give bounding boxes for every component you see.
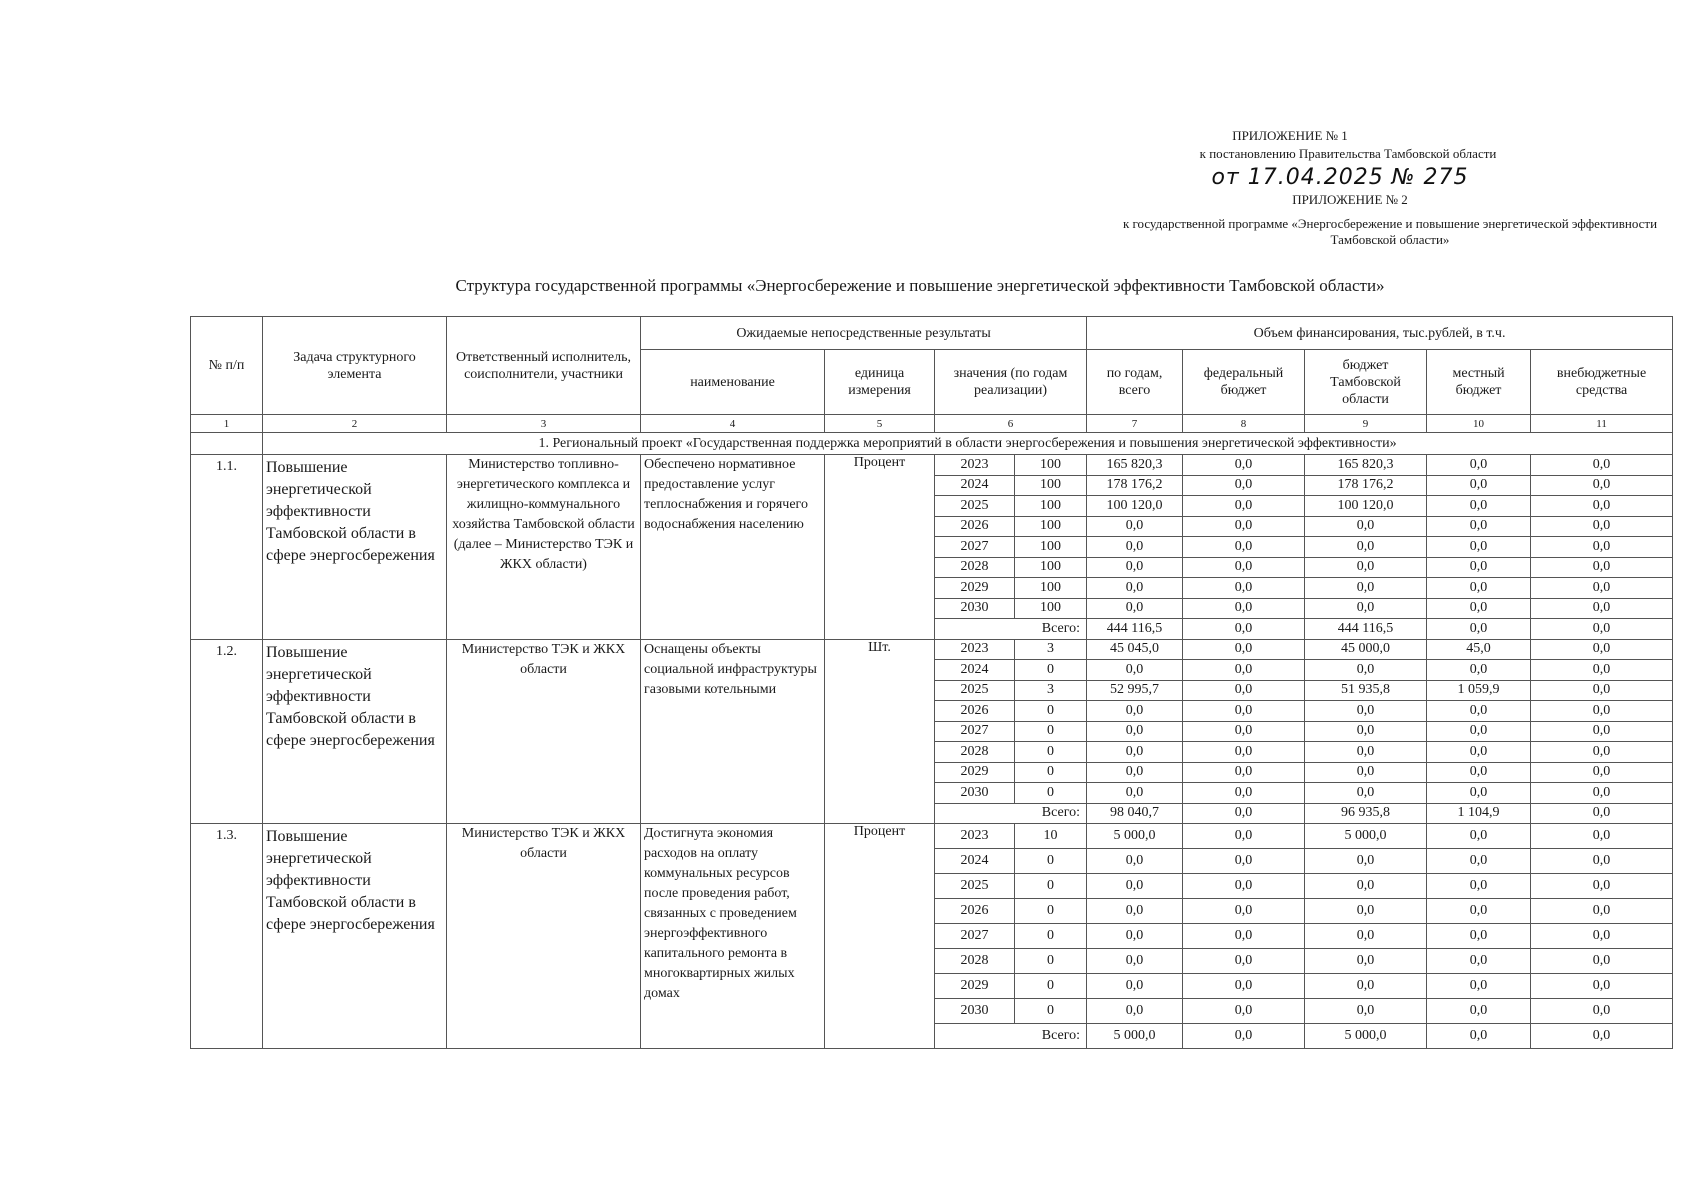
local-cell: 0,0 — [1427, 783, 1531, 804]
federal-cell: 0,0 — [1183, 660, 1305, 681]
year-cell: 2027 — [935, 537, 1015, 558]
regional-cell: 0,0 — [1305, 516, 1427, 537]
executor-cell: Министерство топливно-энергетического комплекса и жилищно-коммунального хозяйства Тамбовской области (далее – Министерство ТЭК и ЖКХ области) — [447, 455, 641, 640]
federal-cell: 0,0 — [1183, 701, 1305, 722]
col-number: 4 — [641, 415, 825, 433]
section-num-cell — [191, 433, 263, 455]
offbudget-cell: 0,0 — [1531, 999, 1673, 1024]
local-cell: 0,0 — [1427, 742, 1531, 763]
value-cell: 0 — [1015, 742, 1087, 763]
by-years-cell: 52 995,7 — [1087, 680, 1183, 701]
federal-cell: 0,0 — [1183, 762, 1305, 783]
row-number: 1.1. — [191, 455, 263, 640]
decree-reference: к постановлению Правительства Тамбовской области — [1199, 146, 1497, 161]
local-cell: 0,0 — [1427, 721, 1531, 742]
executor-cell: Министерство ТЭК и ЖКХ области — [447, 639, 641, 824]
document-title: Структура государственной программы «Энергосбережение и повышение энергетической эффективности Тамбовской области» — [455, 276, 1385, 295]
offbudget-cell: 0,0 — [1531, 496, 1673, 517]
regional-cell: 0,0 — [1305, 949, 1427, 974]
col-offbudget-header: внебюджетные средства — [1531, 350, 1673, 415]
regional-cell: 0,0 — [1305, 849, 1427, 874]
regional-cell: 0,0 — [1305, 660, 1427, 681]
year-cell: 2024 — [935, 660, 1015, 681]
col-executor-header: Ответственный исполнитель, соисполнители, участники — [447, 317, 641, 415]
col-number: 9 — [1305, 415, 1427, 433]
offbudget-cell: 0,0 — [1531, 824, 1673, 849]
local-cell: 0,0 — [1427, 762, 1531, 783]
by-years-cell: 0,0 — [1087, 578, 1183, 599]
year-cell: 2025 — [935, 874, 1015, 899]
col-values-header: значения (по годам реализации) — [935, 350, 1087, 415]
table-row — [191, 639, 1673, 660]
regional-cell: 0,0 — [1305, 999, 1427, 1024]
by-years-cell: 0,0 — [1087, 742, 1183, 763]
total-regional-cell: 96 935,8 — [1305, 803, 1427, 824]
total-regional-cell: 444 116,5 — [1305, 619, 1427, 640]
year-cell: 2023 — [935, 639, 1015, 660]
year-cell: 2025 — [935, 680, 1015, 701]
federal-cell: 0,0 — [1183, 598, 1305, 619]
year-cell: 2023 — [935, 455, 1015, 476]
regional-cell: 0,0 — [1305, 578, 1427, 599]
col-result-name-header: наименование — [641, 350, 825, 415]
regional-cell: 100 120,0 — [1305, 496, 1427, 517]
regional-cell: 0,0 — [1305, 924, 1427, 949]
year-cell: 2024 — [935, 849, 1015, 874]
federal-cell: 0,0 — [1183, 974, 1305, 999]
offbudget-cell: 0,0 — [1531, 783, 1673, 804]
total-federal-cell: 0,0 — [1183, 619, 1305, 640]
offbudget-cell: 0,0 — [1531, 721, 1673, 742]
federal-cell: 0,0 — [1183, 475, 1305, 496]
value-cell: 3 — [1015, 639, 1087, 660]
value-cell: 3 — [1015, 680, 1087, 701]
federal-cell: 0,0 — [1183, 849, 1305, 874]
total-offbudget-cell: 0,0 — [1531, 1024, 1673, 1049]
local-cell: 0,0 — [1427, 849, 1531, 874]
table-row — [191, 824, 1673, 849]
value-cell: 100 — [1015, 496, 1087, 517]
year-cell: 2029 — [935, 974, 1015, 999]
col-results-group-header: Ожидаемые непосредственные результаты — [641, 317, 1087, 350]
year-cell: 2029 — [935, 762, 1015, 783]
offbudget-cell: 0,0 — [1531, 874, 1673, 899]
total-offbudget-cell: 0,0 — [1531, 619, 1673, 640]
federal-cell: 0,0 — [1183, 783, 1305, 804]
value-cell: 0 — [1015, 660, 1087, 681]
by-years-cell: 0,0 — [1087, 874, 1183, 899]
offbudget-cell: 0,0 — [1531, 660, 1673, 681]
year-cell: 2029 — [935, 578, 1015, 599]
local-cell: 0,0 — [1427, 924, 1531, 949]
year-cell: 2026 — [935, 899, 1015, 924]
federal-cell: 0,0 — [1183, 639, 1305, 660]
local-cell: 0,0 — [1427, 557, 1531, 578]
row-number: 1.3. — [191, 824, 263, 1049]
executor-cell: Министерство ТЭК и ЖКХ области — [447, 824, 641, 1049]
offbudget-cell: 0,0 — [1531, 537, 1673, 558]
by-years-cell: 0,0 — [1087, 660, 1183, 681]
value-cell: 0 — [1015, 924, 1087, 949]
value-cell: 100 — [1015, 598, 1087, 619]
total-local-cell: 0,0 — [1427, 619, 1531, 640]
regional-cell: 51 935,8 — [1305, 680, 1427, 701]
local-cell: 0,0 — [1427, 455, 1531, 476]
total-federal-cell: 0,0 — [1183, 803, 1305, 824]
value-cell: 0 — [1015, 999, 1087, 1024]
by-years-cell: 0,0 — [1087, 721, 1183, 742]
offbudget-cell: 0,0 — [1531, 949, 1673, 974]
by-years-cell: 0,0 — [1087, 516, 1183, 537]
local-cell: 0,0 — [1427, 496, 1531, 517]
value-cell: 100 — [1015, 516, 1087, 537]
offbudget-cell: 0,0 — [1531, 598, 1673, 619]
year-cell: 2024 — [935, 475, 1015, 496]
program-structure-table — [190, 316, 1673, 1049]
year-cell: 2030 — [935, 598, 1015, 619]
local-cell: 0,0 — [1427, 701, 1531, 722]
appendix-1-label: ПРИЛОЖЕНИЕ № 1 — [1232, 128, 1348, 143]
total-by-years-cell: 5 000,0 — [1087, 1024, 1183, 1049]
by-years-cell: 0,0 — [1087, 974, 1183, 999]
federal-cell: 0,0 — [1183, 824, 1305, 849]
value-cell: 100 — [1015, 475, 1087, 496]
federal-cell: 0,0 — [1183, 899, 1305, 924]
unit-cell: Шт. — [825, 639, 935, 824]
unit-cell: Процент — [825, 455, 935, 640]
federal-cell: 0,0 — [1183, 578, 1305, 599]
value-cell: 0 — [1015, 974, 1087, 999]
federal-cell: 0,0 — [1183, 874, 1305, 899]
offbudget-cell: 0,0 — [1531, 899, 1673, 924]
total-by-years-cell: 98 040,7 — [1087, 803, 1183, 824]
federal-cell: 0,0 — [1183, 680, 1305, 701]
by-years-cell: 0,0 — [1087, 899, 1183, 924]
year-cell: 2028 — [935, 557, 1015, 578]
local-cell: 0,0 — [1427, 999, 1531, 1024]
regional-cell: 0,0 — [1305, 742, 1427, 763]
year-cell: 2026 — [935, 701, 1015, 722]
column-numbers-row — [191, 415, 1673, 433]
regional-cell: 0,0 — [1305, 598, 1427, 619]
by-years-cell: 178 176,2 — [1087, 475, 1183, 496]
result-cell: Достигнута экономия расходов на оплату коммунальных ресурсов после проведения работ, связанных с проведением энергоэффективного капитального ремонта в многоквартирных жилых домах — [641, 824, 825, 1049]
offbudget-cell: 0,0 — [1531, 742, 1673, 763]
regional-cell: 0,0 — [1305, 783, 1427, 804]
federal-cell: 0,0 — [1183, 557, 1305, 578]
unit-cell: Процент — [825, 824, 935, 1049]
offbudget-cell: 0,0 — [1531, 516, 1673, 537]
regional-cell: 0,0 — [1305, 874, 1427, 899]
federal-cell: 0,0 — [1183, 455, 1305, 476]
by-years-cell: 0,0 — [1087, 999, 1183, 1024]
col-local-header: местный бюджет — [1427, 350, 1531, 415]
by-years-cell: 45 045,0 — [1087, 639, 1183, 660]
col-number: 2 — [263, 415, 447, 433]
value-cell: 0 — [1015, 874, 1087, 899]
regional-cell: 178 176,2 — [1305, 475, 1427, 496]
col-by-years-header: по годам, всего — [1087, 350, 1183, 415]
value-cell: 0 — [1015, 949, 1087, 974]
by-years-cell: 5 000,0 — [1087, 824, 1183, 849]
col-number: 11 — [1531, 415, 1673, 433]
by-years-cell: 0,0 — [1087, 924, 1183, 949]
col-number: 10 — [1427, 415, 1531, 433]
section-row — [191, 433, 1673, 455]
offbudget-cell: 0,0 — [1531, 455, 1673, 476]
task-cell: Повышение энергетической эффективности Тамбовской области в сфере энергосбережения — [263, 639, 447, 824]
by-years-cell: 165 820,3 — [1087, 455, 1183, 476]
col-federal-header: федеральный бюджет — [1183, 350, 1305, 415]
regional-cell: 0,0 — [1305, 557, 1427, 578]
total-label: Всего: — [935, 1024, 1087, 1049]
value-cell: 100 — [1015, 578, 1087, 599]
year-cell: 2028 — [935, 742, 1015, 763]
regional-cell: 0,0 — [1305, 974, 1427, 999]
federal-cell: 0,0 — [1183, 999, 1305, 1024]
local-cell: 0,0 — [1427, 874, 1531, 899]
offbudget-cell: 0,0 — [1531, 762, 1673, 783]
year-cell: 2028 — [935, 949, 1015, 974]
federal-cell: 0,0 — [1183, 516, 1305, 537]
by-years-cell: 0,0 — [1087, 849, 1183, 874]
result-cell: Оснащены объекты социальной инфраструктуры газовыми котельными — [641, 639, 825, 824]
value-cell: 0 — [1015, 721, 1087, 742]
regional-cell: 5 000,0 — [1305, 824, 1427, 849]
local-cell: 0,0 — [1427, 974, 1531, 999]
col-unit-header: единица измерения — [825, 350, 935, 415]
table-row — [191, 455, 1673, 476]
local-cell: 0,0 — [1427, 578, 1531, 599]
offbudget-cell: 0,0 — [1531, 639, 1673, 660]
by-years-cell: 0,0 — [1087, 557, 1183, 578]
local-cell: 0,0 — [1427, 598, 1531, 619]
col-funding-group-header: Объем финансирования, тыс.рублей, в т.ч. — [1087, 317, 1673, 350]
col-num-header: № п/п — [191, 317, 263, 415]
by-years-cell: 0,0 — [1087, 949, 1183, 974]
col-number: 3 — [447, 415, 641, 433]
value-cell: 100 — [1015, 537, 1087, 558]
local-cell: 0,0 — [1427, 899, 1531, 924]
regional-cell: 0,0 — [1305, 721, 1427, 742]
federal-cell: 0,0 — [1183, 949, 1305, 974]
offbudget-cell: 0,0 — [1531, 557, 1673, 578]
col-regional-header: бюджет Тамбовской области — [1305, 350, 1427, 415]
offbudget-cell: 0,0 — [1531, 475, 1673, 496]
offbudget-cell: 0,0 — [1531, 849, 1673, 874]
value-cell: 0 — [1015, 762, 1087, 783]
value-cell: 0 — [1015, 899, 1087, 924]
by-years-cell: 0,0 — [1087, 701, 1183, 722]
federal-cell: 0,0 — [1183, 496, 1305, 517]
value-cell: 0 — [1015, 849, 1087, 874]
year-cell: 2027 — [935, 721, 1015, 742]
regional-cell: 45 000,0 — [1305, 639, 1427, 660]
local-cell: 0,0 — [1427, 537, 1531, 558]
col-number: 1 — [191, 415, 263, 433]
year-cell: 2026 — [935, 516, 1015, 537]
local-cell: 0,0 — [1427, 824, 1531, 849]
total-local-cell: 0,0 — [1427, 1024, 1531, 1049]
value-cell: 0 — [1015, 701, 1087, 722]
local-cell: 0,0 — [1427, 949, 1531, 974]
local-cell: 0,0 — [1427, 660, 1531, 681]
total-label: Всего: — [935, 619, 1087, 640]
program-reference: к государственной программе «Энергосбережение и повышение энергетической эффективности Тамбовской области» — [1122, 216, 1658, 247]
total-regional-cell: 5 000,0 — [1305, 1024, 1427, 1049]
col-number: 6 — [935, 415, 1087, 433]
regional-cell: 0,0 — [1305, 701, 1427, 722]
by-years-cell: 0,0 — [1087, 598, 1183, 619]
col-number: 8 — [1183, 415, 1305, 433]
total-by-years-cell: 444 116,5 — [1087, 619, 1183, 640]
offbudget-cell: 0,0 — [1531, 701, 1673, 722]
total-offbudget-cell: 0,0 — [1531, 803, 1673, 824]
col-number: 7 — [1087, 415, 1183, 433]
local-cell: 45,0 — [1427, 639, 1531, 660]
handwritten-date-number: от 17.04.2025 № 275 — [1211, 165, 1469, 190]
total-federal-cell: 0,0 — [1183, 1024, 1305, 1049]
col-task-header: Задача структурного элемента — [263, 317, 447, 415]
by-years-cell: 0,0 — [1087, 537, 1183, 558]
year-cell: 2027 — [935, 924, 1015, 949]
value-cell: 0 — [1015, 783, 1087, 804]
offbudget-cell: 0,0 — [1531, 974, 1673, 999]
regional-cell: 0,0 — [1305, 762, 1427, 783]
year-cell: 2030 — [935, 999, 1015, 1024]
task-cell: Повышение энергетической эффективности Тамбовской области в сфере энергосбережения — [263, 824, 447, 1049]
by-years-cell: 0,0 — [1087, 762, 1183, 783]
year-cell: 2030 — [935, 783, 1015, 804]
total-label: Всего: — [935, 803, 1087, 824]
regional-cell: 0,0 — [1305, 899, 1427, 924]
row-number: 1.2. — [191, 639, 263, 824]
offbudget-cell: 0,0 — [1531, 578, 1673, 599]
col-number: 5 — [825, 415, 935, 433]
offbudget-cell: 0,0 — [1531, 924, 1673, 949]
regional-cell: 0,0 — [1305, 537, 1427, 558]
year-cell: 2023 — [935, 824, 1015, 849]
federal-cell: 0,0 — [1183, 721, 1305, 742]
local-cell: 1 059,9 — [1427, 680, 1531, 701]
appendix-2-label: ПРИЛОЖЕНИЕ № 2 — [1292, 192, 1408, 207]
value-cell: 100 — [1015, 557, 1087, 578]
value-cell: 10 — [1015, 824, 1087, 849]
by-years-cell: 100 120,0 — [1087, 496, 1183, 517]
total-local-cell: 1 104,9 — [1427, 803, 1531, 824]
local-cell: 0,0 — [1427, 475, 1531, 496]
section-title: 1. Региональный проект «Государственная поддержка мероприятий в области энергосбережения и повышения энергетической эффективности» — [263, 433, 1673, 455]
federal-cell: 0,0 — [1183, 742, 1305, 763]
offbudget-cell: 0,0 — [1531, 680, 1673, 701]
result-cell: Обеспечено нормативное предоставление услуг теплоснабжения и горячего водоснабжения населению — [641, 455, 825, 640]
local-cell: 0,0 — [1427, 516, 1531, 537]
by-years-cell: 0,0 — [1087, 783, 1183, 804]
value-cell: 100 — [1015, 455, 1087, 476]
year-cell: 2025 — [935, 496, 1015, 517]
federal-cell: 0,0 — [1183, 537, 1305, 558]
regional-cell: 165 820,3 — [1305, 455, 1427, 476]
federal-cell: 0,0 — [1183, 924, 1305, 949]
task-cell: Повышение энергетической эффективности Тамбовской области в сфере энергосбережения — [263, 455, 447, 640]
